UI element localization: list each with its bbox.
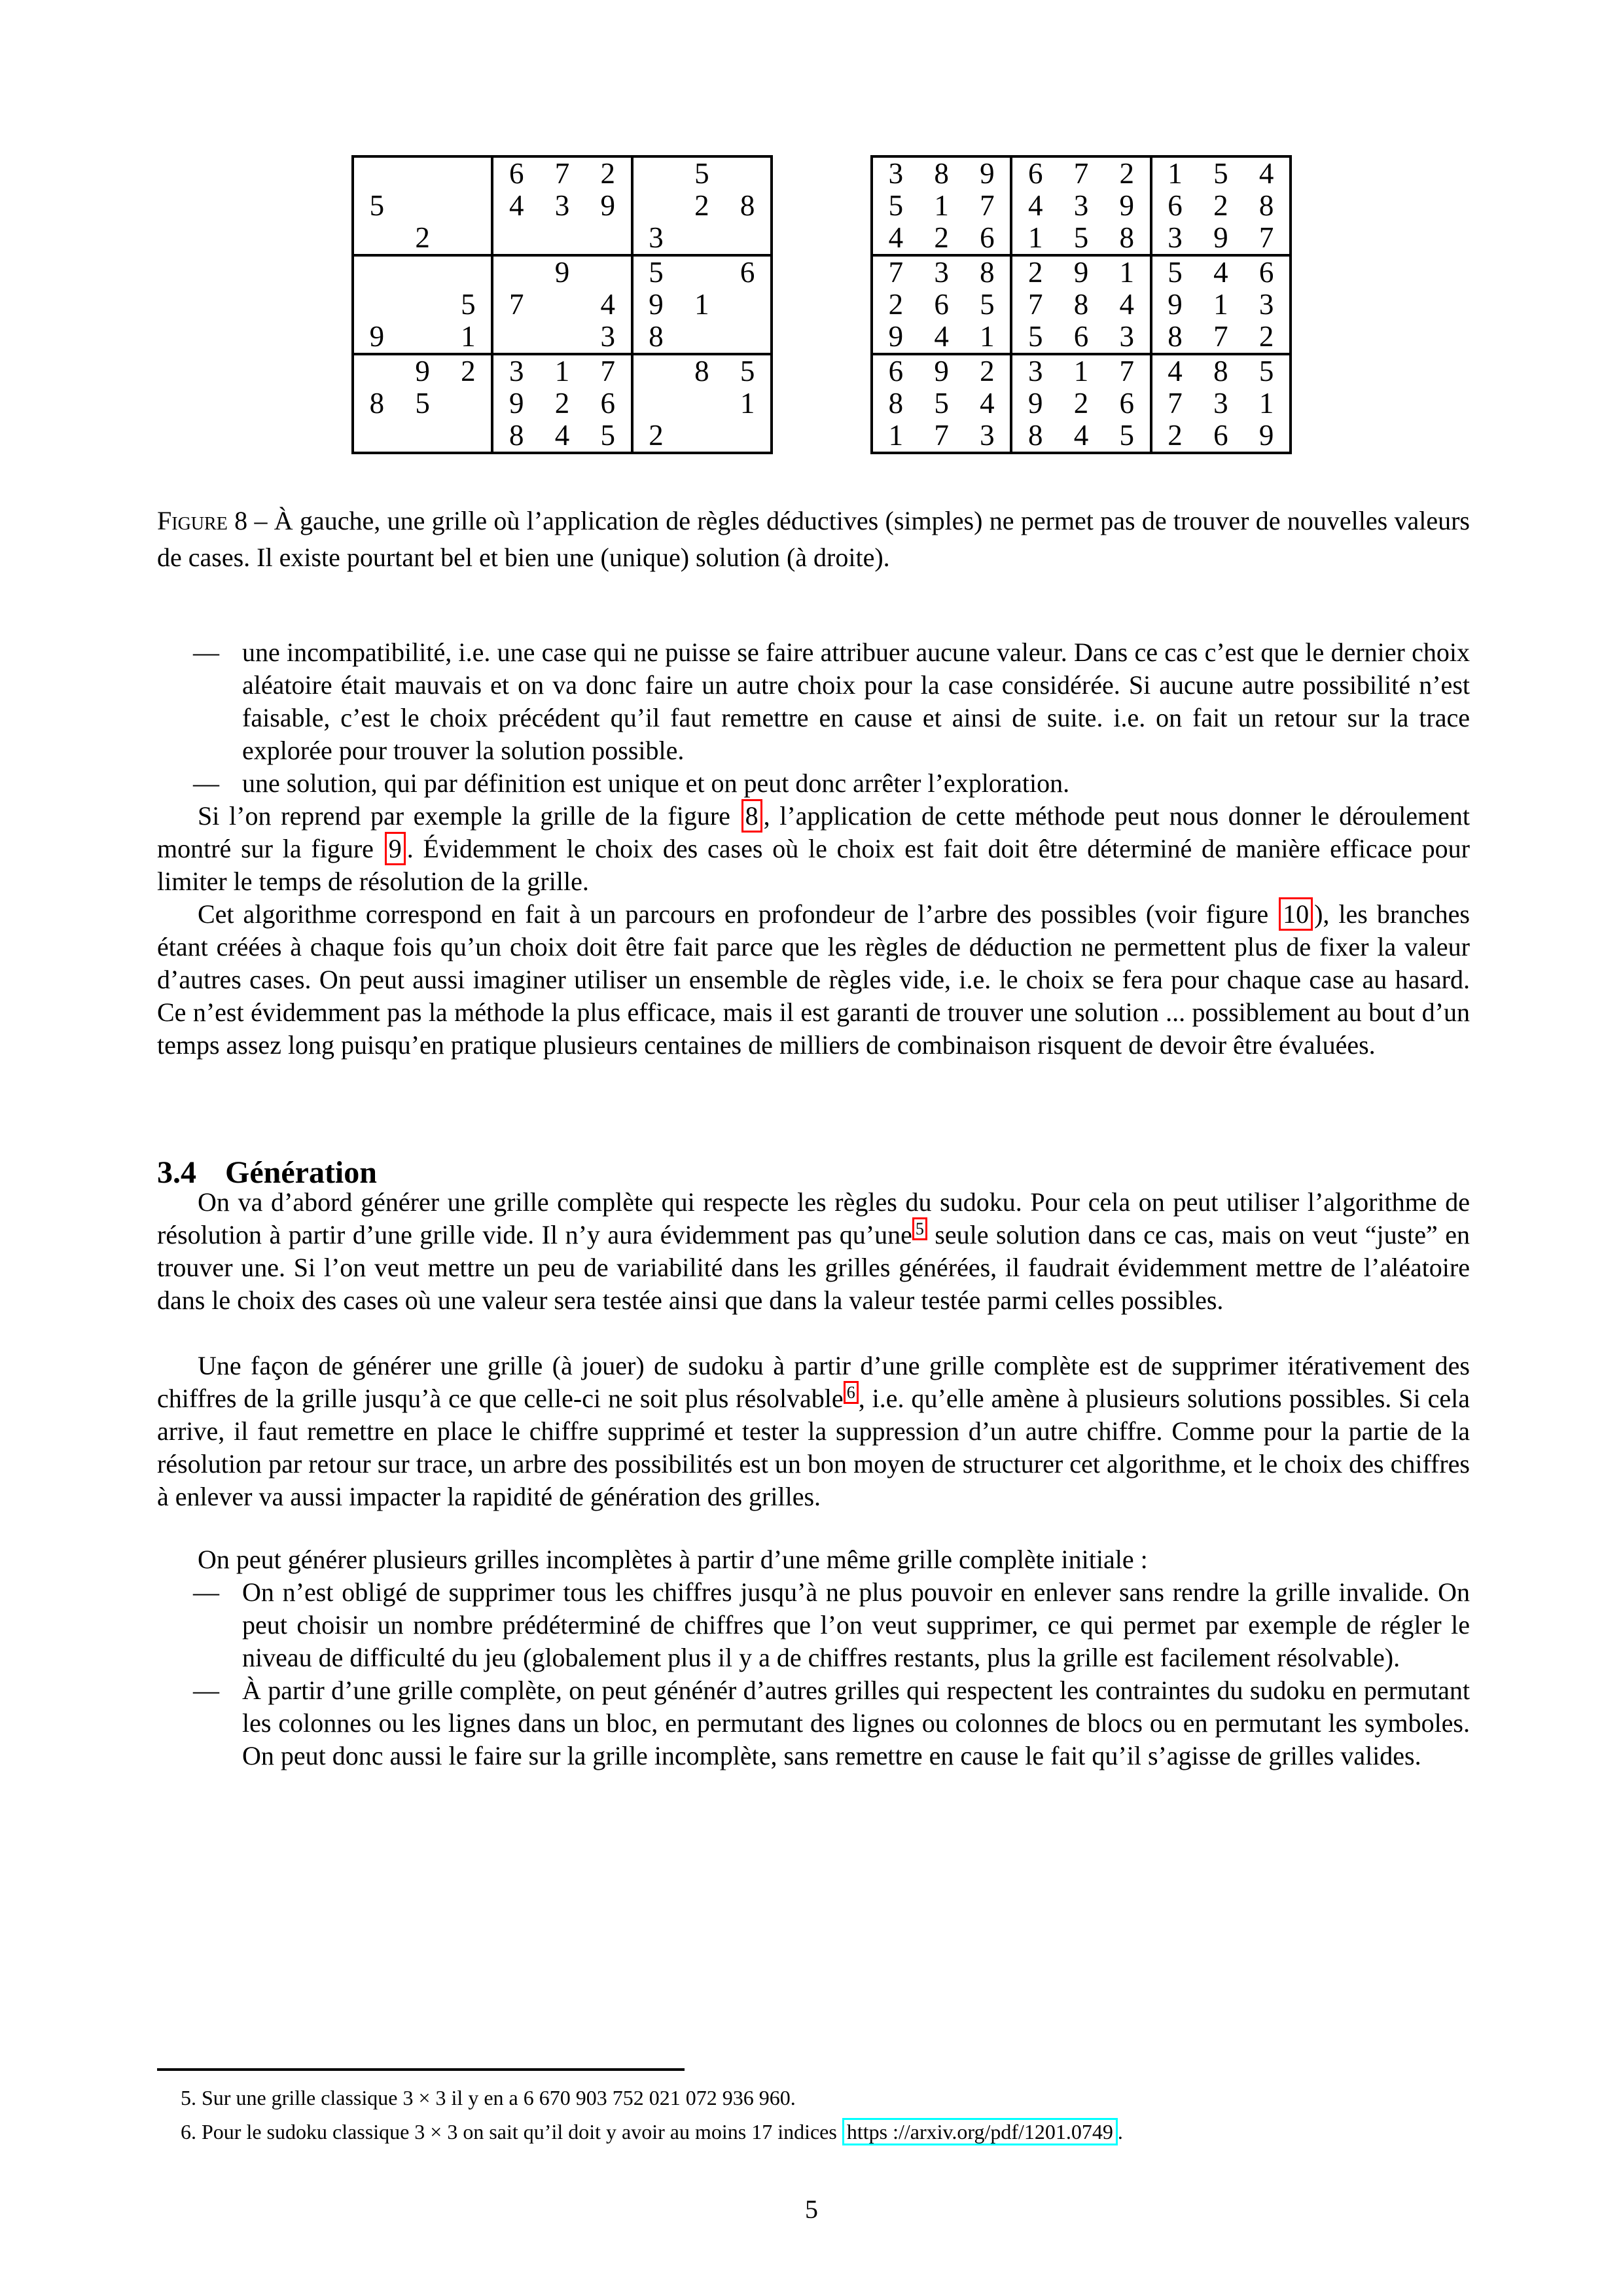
sudoku-block (1151, 255, 1291, 354)
sudoku-cell (400, 321, 446, 353)
sudoku-cell: 6 (934, 288, 949, 321)
page-number: 5 (805, 2195, 818, 2224)
sudoku-cell (679, 420, 724, 452)
item-dash: — (193, 637, 219, 667)
paragraph-algorithme (157, 898, 1470, 1062)
sudoku-block (632, 156, 772, 255)
list-item-text: On n’est obligé de supprimer tous les chiffres jusqu’à ne plus pouvoir en enlever sans rendre la grille invalide. On peut choisir un nombre prédéterminé de chiffres que l’on veut supprimer, ce qui permet par exemple de régler le niveau de difficulté du jeu (globalement plus il y a de chiffres restants, plus la grille est facilement résolvable). (242, 1577, 1470, 1672)
sudoku-cell: 2 (649, 419, 664, 452)
sudoku-cell: 8 (649, 320, 664, 353)
sudoku-cell (539, 289, 585, 321)
paragraph-text: Une façon de générer une grille (à jouer) de sudoku à partir d’une grille complète est de supprimer itérativement des chiffres de la grille jusqu’à ce que celle-ci ne soit plus résolvable (157, 1351, 1470, 1413)
sudoku-cell: 5 (415, 387, 430, 420)
sudoku-block (1151, 156, 1291, 255)
sudoku-cell: 4 (888, 221, 904, 254)
sudoku-cell: 1 (554, 355, 570, 387)
sudoku-cell: 9 (1213, 221, 1228, 254)
sudoku-grid-unsolved (351, 155, 773, 454)
sudoku-cell: 6 (1027, 157, 1043, 190)
section-title: Génération (225, 1155, 377, 1190)
sudoku-cell: 8 (740, 189, 755, 222)
sudoku-cell: 6 (980, 221, 995, 254)
body-block (157, 636, 1470, 1062)
sudoku-cell: 8 (1027, 419, 1043, 452)
sudoku-cell: 2 (694, 189, 709, 222)
sudoku-cell: 5 (461, 288, 476, 321)
sudoku-cell: 3 (508, 355, 524, 387)
sudoku-cell (724, 321, 770, 353)
sudoku-cell: 7 (1027, 288, 1043, 321)
sudoku-cell (400, 420, 446, 452)
footnote-5-link[interactable]: 5 (912, 1217, 927, 1240)
footnote-label: 5. (181, 2086, 196, 2109)
sudoku-cell: 4 (1119, 288, 1134, 321)
sudoku-cell: 2 (600, 157, 615, 190)
sudoku-cell: 1 (888, 419, 904, 452)
sudoku-cell (400, 289, 446, 321)
sudoku-cell: 2 (934, 221, 949, 254)
sudoku-cell: 6 (1258, 256, 1274, 289)
sudoku-cell: 5 (600, 419, 615, 452)
sudoku-cell (679, 387, 724, 420)
sudoku-cell: 4 (554, 419, 570, 452)
paragraph-text: Si l’on reprend par exemple la grille de la figure (198, 801, 740, 831)
sudoku-cell: 5 (934, 387, 949, 420)
sudoku-cell: 8 (1258, 189, 1274, 222)
sudoku-cell: 4 (1027, 189, 1043, 222)
sudoku-cell: 8 (888, 387, 904, 420)
sudoku-cell: 7 (554, 157, 570, 190)
sudoku-cell (724, 158, 770, 190)
sudoku-cell (679, 321, 724, 353)
sudoku-cell: 8 (1168, 320, 1183, 353)
sudoku-cell: 4 (1168, 355, 1183, 387)
sudoku-cell: 5 (980, 288, 995, 321)
list-item-text: une incompatibilité, i.e. une case qui ne puisse se faire attribuer aucune valeur. Dans ce cas c’est que le dernier choix aléatoire était mauvais et on va donc faire un autre choix pour la case considérée. Si aucune autre possibilité n’est faisable, c’est le choix précédent qu’il faut remettre en cause et ainsi de suite. i.e. on fait un retour sur la trace explorée pour trouver la solution possible. (242, 637, 1470, 765)
sudoku-cell (493, 222, 539, 254)
sudoku-cell: 1 (980, 320, 995, 353)
sudoku-cell: 1 (1027, 221, 1043, 254)
sudoku-cell: 2 (1073, 387, 1089, 420)
sudoku-cell: 2 (1119, 157, 1134, 190)
sudoku-cell: 5 (740, 355, 755, 387)
sudoku-cell: 6 (600, 387, 615, 420)
sudoku-cell: 9 (1168, 288, 1183, 321)
paragraph-text: seule solution dans ce cas, mais on veut “juste” en trouver une. Si l’on veut mettre un peu de variabilité dans les grilles générées, il faudrait évidemment mettre de l’aléatoire dans le choix des cases où une valeur sera testée ainsi que dans la valeur testée parmi celles possibles. (157, 1220, 1471, 1315)
body-block (157, 1350, 1470, 1513)
sudoku-cell: 3 (1119, 320, 1134, 353)
item-dash: — (193, 768, 219, 798)
section-number: 3.4 (157, 1155, 196, 1190)
sudoku-cell: 3 (1073, 189, 1089, 222)
paragraph-reprend (157, 800, 1470, 898)
sudoku-cell: 6 (888, 355, 904, 387)
sudoku-cell: 7 (1213, 320, 1228, 353)
sudoku-cell: 7 (980, 189, 995, 222)
paragraph-text: Cet algorithme correspond en fait à un parcours en profondeur de l’arbre des possibles (voir figure (198, 899, 1278, 929)
sudoku-block (353, 255, 492, 354)
sudoku-block (632, 354, 772, 453)
sudoku-cell: 1 (1213, 288, 1228, 321)
sudoku-cell: 8 (1213, 355, 1228, 387)
footnote-6-link[interactable]: 6 (844, 1381, 859, 1404)
sudoku-cell (679, 257, 724, 289)
sudoku-cell (633, 158, 679, 190)
sudoku-cell: 5 (1073, 221, 1089, 254)
list-item-text: une solution, qui par définition est unique et on peut donc arrêter l’exploration. (242, 768, 1070, 798)
paragraph-plusieurs: On peut générer plusieurs grilles incomplètes à partir d’une même grille complète initiale : (198, 1545, 1148, 1574)
footnote-text: . (1117, 2120, 1123, 2144)
paragraph-text: ), les branches étant créées à chaque fois qu’un choix doit être fait parce que les règles de déduction ne permettent plus de fixer la valeur d’autres cases. On peut aussi imaginer utiliser un ensemble de règles vide, i.e. le choix se fera pour chaque case au hasard. Ce n’est évidemment pas la méthode la plus efficace, mais il est garanti de trouver une solution ... possiblement au bout d’un temps assez long puisqu’en pratique plusieurs centaines de milliers de combinaison risquent de devoir être évaluées. (157, 899, 1470, 1060)
sudoku-cell (446, 257, 491, 289)
sudoku-cell (446, 158, 491, 190)
sudoku-cell: 5 (694, 157, 709, 190)
sudoku-cell (724, 222, 770, 254)
sudoku-cell (354, 355, 400, 387)
sudoku-cell: 5 (1258, 355, 1274, 387)
list-item-text: À partir d’une grille complète, on peut génénér d’autres grilles qui respectent les contraintes du sudoku en permutant les colonnes ou les lignes dans un bloc, en permutant des lignes ou colonnes de blocs ou en permutant les symboles. On peut donc aussi le faire sur la grille incomplète, sans remettre en cause le fait qu’il s’agisse de grilles valides. (242, 1676, 1470, 1770)
footnote-rule (157, 2068, 685, 2071)
sudoku-cell: 1 (934, 189, 949, 222)
sudoku-cell (354, 158, 400, 190)
sudoku-block (492, 255, 632, 354)
paragraph-text: , i.e. qu’elle amène à plusieurs solutions possibles. Si cela arrive, il faut remettre en place le chiffre supprimé et tester la suppression d’un autre chiffre. Comme pour la partie de la résolution par retour sur trace, un arbre des possibilités est un bon moyen de structurer cet algorithme, et le choix des chiffres à enlever va aussi impacter la rapidité de génération des grilles. (157, 1384, 1470, 1511)
sudoku-block (492, 156, 632, 255)
sudoku-cell: 2 (554, 387, 570, 420)
sudoku-block (492, 354, 632, 453)
sudoku-cell (446, 190, 491, 222)
sudoku-cell (446, 387, 491, 420)
sudoku-cell: 2 (461, 355, 476, 387)
sudoku-cell: 9 (888, 320, 904, 353)
figure-caption (157, 503, 1470, 576)
list-item (157, 1576, 1470, 1674)
sudoku-cell: 7 (1119, 355, 1134, 387)
sudoku-cell: 2 (980, 355, 995, 387)
sudoku-cell: 7 (1168, 387, 1183, 420)
list-item (157, 767, 1470, 800)
sudoku-cell: 6 (1073, 320, 1089, 353)
sudoku-cell: 4 (980, 387, 995, 420)
sudoku-cell (585, 222, 631, 254)
item-dash: — (193, 1676, 219, 1705)
sudoku-cell: 2 (888, 288, 904, 321)
sudoku-cell: 1 (1119, 256, 1134, 289)
sudoku-block (353, 354, 492, 453)
sudoku-block (872, 354, 1011, 453)
sudoku-cell: 8 (369, 387, 385, 420)
sudoku-cell: 2 (1168, 419, 1183, 452)
sudoku-cell (446, 420, 491, 452)
arxiv-url-link[interactable]: https ://arxiv.org/pdf/1201.0749 (842, 2118, 1118, 2145)
sudoku-cell: 3 (888, 157, 904, 190)
sudoku-cell: 5 (1119, 419, 1134, 452)
sudoku-cell: 9 (1258, 419, 1274, 452)
sudoku-cell: 7 (1258, 221, 1274, 254)
sudoku-cell: 9 (1119, 189, 1134, 222)
sudoku-cell: 4 (934, 320, 949, 353)
sudoku-cell (400, 257, 446, 289)
sudoku-cell: 4 (1073, 419, 1089, 452)
sudoku-cell: 8 (1073, 288, 1089, 321)
sudoku-cell: 3 (600, 320, 615, 353)
paragraph-text: On va d’abord générer une grille complète qui respecte les règles du sudoku. Pour cela on peut utiliser l’algorithme de résolution à partir d’une grille vide. Il n’y aura évidemment pas qu’une (157, 1187, 1470, 1249)
sudoku-cell: 3 (980, 419, 995, 452)
sudoku-cell: 1 (461, 320, 476, 353)
sudoku-cell: 5 (1213, 157, 1228, 190)
sudoku-cell: 6 (740, 256, 755, 289)
sudoku-cell (446, 222, 491, 254)
sudoku-cell: 3 (1027, 355, 1043, 387)
footnote-label: 6. (181, 2120, 196, 2144)
sudoku-cell (354, 420, 400, 452)
paragraph-text: , l’application de cette méthode peut nous donner le déroulement montré sur la figure (157, 801, 1470, 863)
footnote-6 (157, 2115, 1470, 2148)
sudoku-cell: 4 (600, 288, 615, 321)
sudoku-cell: 1 (1258, 387, 1274, 420)
sudoku-block (632, 255, 772, 354)
sudoku-cell (633, 190, 679, 222)
body-block (157, 1186, 1470, 1317)
sudoku-cell: 7 (600, 355, 615, 387)
sudoku-cell (493, 257, 539, 289)
sudoku-cell: 9 (415, 355, 430, 387)
sudoku-cell (724, 420, 770, 452)
sudoku-block (353, 156, 492, 255)
list-item (157, 1674, 1470, 1772)
sudoku-cell: 4 (1258, 157, 1274, 190)
sudoku-cell: 9 (600, 189, 615, 222)
sudoku-cell: 9 (369, 320, 385, 353)
sudoku-cell: 4 (508, 189, 524, 222)
footnote-text: Pour le sudoku classique 3 × 3 on sait qu’il doit y avoir au moins 17 indices (196, 2120, 842, 2144)
sudoku-cell (679, 222, 724, 254)
item-dash: — (193, 1577, 219, 1607)
sudoku-cell: 9 (1073, 256, 1089, 289)
sudoku-cell: 5 (649, 256, 664, 289)
sudoku-cell: 1 (694, 288, 709, 321)
sudoku-block (872, 156, 1011, 255)
sudoku-block (1011, 255, 1150, 354)
sudoku-cell (539, 222, 585, 254)
sudoku-cell: 6 (1119, 387, 1134, 420)
sudoku-cell: 2 (1258, 320, 1274, 353)
sudoku-cell (633, 355, 679, 387)
figure-caption-label: Figure (157, 506, 228, 535)
sudoku-cell: 9 (934, 355, 949, 387)
sudoku-cell: 3 (934, 256, 949, 289)
sudoku-cell: 6 (1168, 189, 1183, 222)
sudoku-cell (539, 321, 585, 353)
sudoku-cell: 8 (508, 419, 524, 452)
sudoku-cell: 6 (1213, 419, 1228, 452)
sudoku-grid-solved (870, 155, 1292, 454)
sudoku-cell: 3 (1258, 288, 1274, 321)
sudoku-cell: 5 (1027, 320, 1043, 353)
sudoku-block (872, 255, 1011, 354)
sudoku-cell (400, 158, 446, 190)
sudoku-cell: 7 (934, 419, 949, 452)
paragraph-text: . Évidemment le choix des cases où le choix est fait doit être déterminé de manière efficace pour limiter le temps de résolution de la grille. (157, 834, 1471, 896)
sudoku-cell: 4 (1213, 256, 1228, 289)
sudoku-cell: 8 (934, 157, 949, 190)
sudoku-cell: 2 (415, 221, 430, 254)
sudoku-cell: 5 (1168, 256, 1183, 289)
sudoku-cell: 9 (980, 157, 995, 190)
sudoku-cell: 7 (508, 288, 524, 321)
sudoku-cell: 3 (1213, 387, 1228, 420)
list-item (157, 636, 1470, 767)
body-block (157, 1576, 1470, 1772)
sudoku-cell (585, 257, 631, 289)
sudoku-block (1011, 156, 1150, 255)
sudoku-cell: 3 (649, 221, 664, 254)
sudoku-cell: 8 (980, 256, 995, 289)
sudoku-cell: 9 (508, 387, 524, 420)
sudoku-block (1151, 354, 1291, 453)
sudoku-cell: 9 (554, 256, 570, 289)
paragraph-generation-1 (157, 1186, 1470, 1317)
figure-10-link[interactable]: 10 (1279, 897, 1313, 931)
sudoku-cell (633, 387, 679, 420)
sudoku-cell: 8 (694, 355, 709, 387)
figure-caption-text: 8 – À gauche, une grille où l’application de règles déductives (simples) ne permet pas de trouver de nouvelles valeurs de cases. Il existe pourtant bel et bien une (unique) solution (à droite). (157, 506, 1470, 572)
footnote-text: Sur une grille classique 3 × 3 il y en a 6 670 903 752 021 072 936 960. (196, 2086, 796, 2109)
sudoku-cell: 2 (1027, 256, 1043, 289)
sudoku-cell: 8 (1119, 221, 1134, 254)
sudoku-cell: 2 (1213, 189, 1228, 222)
sudoku-cell: 9 (1027, 387, 1043, 420)
sudoku-cell: 1 (1168, 157, 1183, 190)
sudoku-cell (354, 257, 400, 289)
sudoku-cell (493, 321, 539, 353)
sudoku-cell (354, 222, 400, 254)
sudoku-cell: 9 (649, 288, 664, 321)
sudoku-cell: 5 (888, 189, 904, 222)
body-block (157, 1543, 1470, 1576)
sudoku-cell: 7 (888, 256, 904, 289)
sudoku-cell: 3 (554, 189, 570, 222)
footnote-5 (157, 2081, 1470, 2114)
sudoku-cell: 5 (369, 189, 385, 222)
sudoku-cell: 1 (1073, 355, 1089, 387)
figure-9-link[interactable]: 9 (385, 832, 406, 865)
sudoku-cell: 6 (508, 157, 524, 190)
sudoku-cell: 3 (1168, 221, 1183, 254)
figure-8-link[interactable]: 8 (741, 799, 762, 833)
sudoku-block (1011, 354, 1150, 453)
sudoku-cell (400, 190, 446, 222)
sudoku-cell (724, 289, 770, 321)
sudoku-cell: 7 (1073, 157, 1089, 190)
paragraph-generation-2 (157, 1350, 1470, 1513)
sudoku-cell: 1 (740, 387, 755, 420)
sudoku-cell (354, 289, 400, 321)
